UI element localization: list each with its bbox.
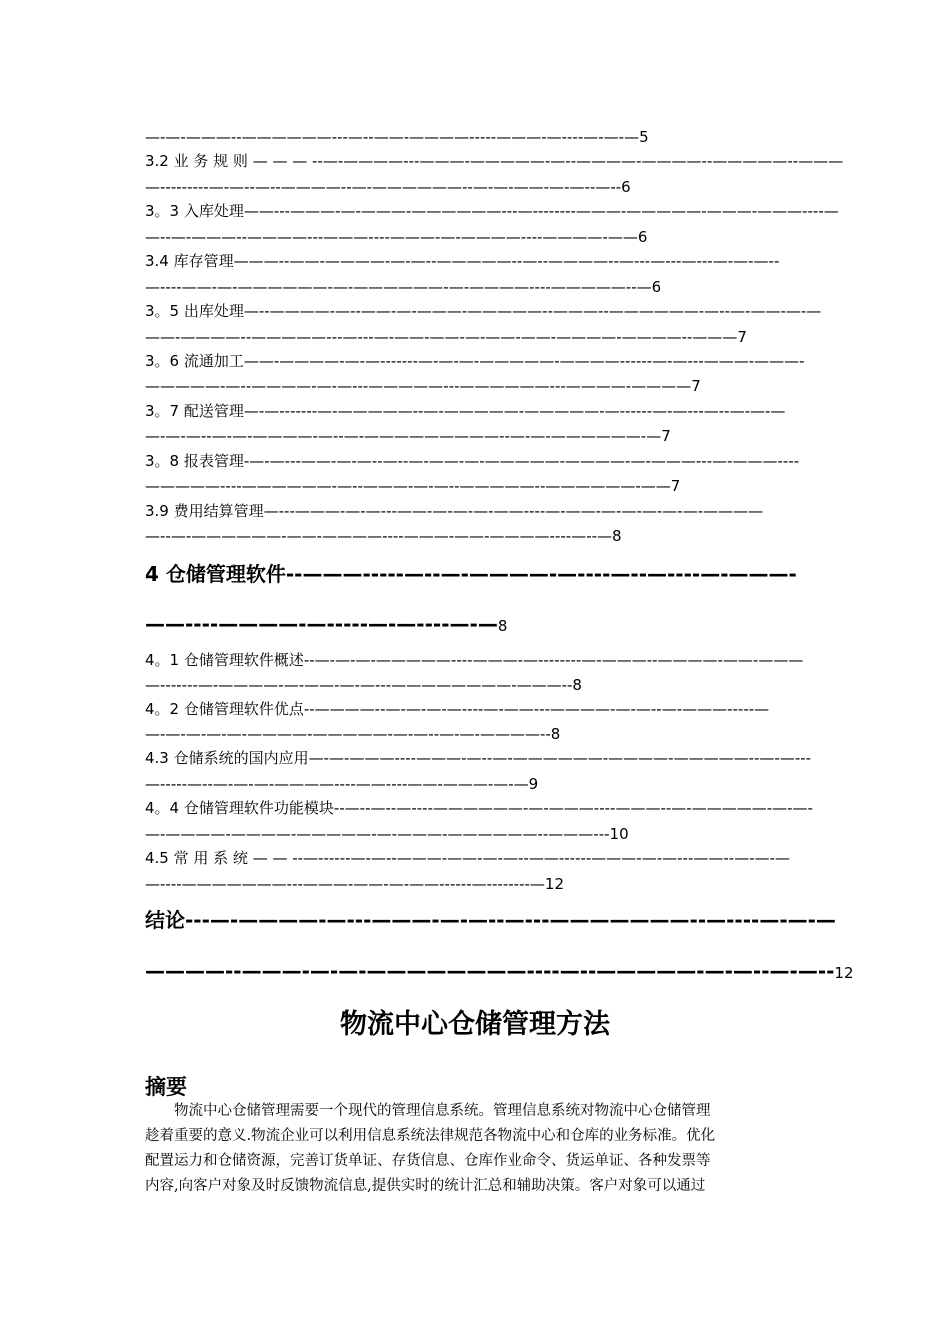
toc-leader: —----——-—-——————-—-——————-—-————----—————--—6 [145, 278, 662, 296]
toc-leader: —-------—-————-—-——-—-—---————————-———--8 [145, 676, 582, 694]
toc-entry-4-1[interactable] [145, 650, 810, 670]
abstract-line: 趁着重要的意义.物流企业可以利用信息系统法律规范各物流中心和仓库的业务标准。优化 [145, 1128, 716, 1144]
toc-leader: —-————-————-—————-—-———-——————--———---10 [145, 825, 629, 843]
toc-entry-3-8[interactable] [145, 451, 810, 471]
toc-entry-label: 4。2 仓储管理软件优点--————--—-—-—-—----—-——---————-—-—--—-———-----— [145, 700, 770, 718]
toc-entry-label: 3.9 费用结算管理—---———-—-—---——-—-—-—-——----—-——-—-—-—-—-—-———— [145, 502, 764, 520]
toc-leader: —----———————---———-——-—-——------—--------—12 [145, 875, 564, 893]
toc-entry-3-9-cont [145, 526, 810, 546]
toc-entry-label: 4.5 常 用 系 统 — — --—------—-—--———-——-—-—--——------———-—-—---——--—-—-— [145, 849, 791, 867]
toc-entry-4-3-cont [145, 774, 810, 794]
toc-entry-3-7[interactable] [145, 401, 810, 421]
abstract-heading: 摘要 [145, 1074, 187, 1099]
toc-leader: ——----————-—-----—-—----—-— [145, 612, 498, 636]
toc-leader: —-----—--—-—-—-————----——----——-———-—-—9 [145, 775, 539, 793]
toc-page-number: 12 [834, 964, 854, 982]
toc-leader: ——-————--—————---—---—-——-——-—-——-——-————-————--———7 [145, 328, 747, 346]
toc-conclusion-cont [145, 957, 854, 987]
toc-section-4-cont [145, 610, 810, 640]
toc-entry-3-5-cont [145, 327, 810, 347]
toc-leader: —-—-—--—-—-————-—--—-—————————--—-—-——————-—7 [145, 427, 671, 445]
toc-section-label: 4 仓储管理软件--———-----—--—-————-—----—--—----—-———- [145, 562, 797, 586]
toc-entry-4-1-cont [145, 675, 810, 695]
toc-entry-label: 3。8 报表管理-—-—---——-—-—--—--—-——-—-—————-————-—-———---—-———---- [145, 452, 800, 470]
toc-entry-4-4[interactable] [145, 798, 813, 818]
toc-entry-label: 3。5 出库处理—--————-—--——-—-———-—————--———--——————-—--—-——-—-— [145, 302, 822, 320]
toc-entry-3-9[interactable] [145, 501, 810, 521]
toc-entry-3-6[interactable] [145, 351, 810, 371]
toc-entry-4-2-cont [145, 724, 810, 744]
toc-leader: —---------—-—--—--————--—-——————--—-—-——-—-—--—--6 [145, 178, 631, 196]
toc-entry-label: 4。4 仓储管理软件功能模块--—--—--—----——————-—-———----———--—-—————-—-—- [145, 799, 813, 817]
toc-leader: —--—-——————-——-————----———-——-————----—--—8 [145, 527, 622, 545]
toc-entry-4-5-cont [145, 874, 810, 894]
toc-leader: —--—-———--————---———----———-—-————----————-——6 [145, 228, 648, 246]
toc-entry-3-2[interactable] [145, 151, 844, 171]
toc-entry-3-3[interactable] [145, 201, 839, 221]
toc-entry-3-3-cont [145, 227, 810, 247]
toc-entry-label: 3.2 业 务 规 则 — — — --—-————---———-—————-—--————-————--—————--——— [145, 152, 844, 170]
toc-section-label: 结论---—-————-—---———-—-—--—---———————--—----—-—-— [145, 908, 836, 932]
abstract-line: 物流中心仓储管理需要一个现代的管理信息系统。管理信息系统对物流中心仓储管理 [145, 1103, 711, 1119]
abstract-line: 内容,向客户对象及时反馈物流信息,提供实时的统计汇总和辅助决策。客户对象可以通过 [145, 1178, 706, 1194]
toc-entry-4-3[interactable] [145, 748, 810, 768]
toc-entry-label: 3。7 配送管理—-—-------—-—————--—-—————-—————-—------—-—---—--—-—-— [145, 402, 786, 420]
toc-section-4[interactable] [145, 560, 810, 588]
toc-leader: ————--———-—-—-————————----—--—————-—-—--—-—-- [145, 959, 835, 983]
toc-entry-3-2-cont [145, 177, 810, 197]
toc-leader: —-—-———--——————---—--——-————-----———-—----—-—-—5 [145, 128, 649, 146]
toc-entry-4-2[interactable] [145, 699, 810, 719]
document-title: 物流中心仓储管理方法 [340, 1009, 610, 1040]
toc-leader: —-—-—-—-—-————-—————-—-—--—-—-————--8 [145, 725, 561, 743]
toc-entry-label: 3。3 入库处理——---———-—-———-——————---—--------———-—————-———-———----— [145, 202, 839, 220]
abstract-line: 配置运力和仓储资源，完善订货单证、存货信息、仓库作业命令、货运单证、各种发票等 [145, 1153, 711, 1169]
toc-entry-3-6-cont [145, 376, 810, 396]
toc-entry-3-4-cont [145, 277, 810, 297]
toc-page-number: 8 [497, 617, 508, 635]
toc-entry-4-4-cont [145, 824, 810, 844]
toc-entry-3-7-cont [145, 426, 810, 446]
toc-entry-3-8-cont [145, 476, 810, 496]
toc-leader: —————----——————-—--———-—-—--—————--——————-——7 [145, 477, 681, 495]
toc-conclusion[interactable] [145, 906, 836, 934]
toc-entry-3-5[interactable] [145, 301, 822, 321]
toc-entry-label: 4.3 仓储系统的国内应用—-—-———----———-—--—-——————-————-—————--—-—--- [145, 749, 812, 767]
toc-entry-4-5[interactable] [145, 848, 810, 868]
toc-entry-label: 4。1 仓储管理软件概述--—-—-—-—————----———-—--------—-———--————-——-——— [145, 651, 804, 669]
toc-entry-continuation[interactable] [145, 127, 810, 147]
toc-entry-3-4[interactable] [145, 251, 810, 271]
toc-entry-label: 3。6 流通加工——-————-—-—-------—-—-—-—————-————------—-—---———-———- [145, 352, 805, 370]
toc-leader: —————-—--————-—-—---—————---——————---————-————7 [145, 377, 701, 395]
toc-entry-label: 3.4 库存管理———--——-————-—-—--—————--—--————--—---—---—---—-—-—-- [145, 252, 780, 270]
